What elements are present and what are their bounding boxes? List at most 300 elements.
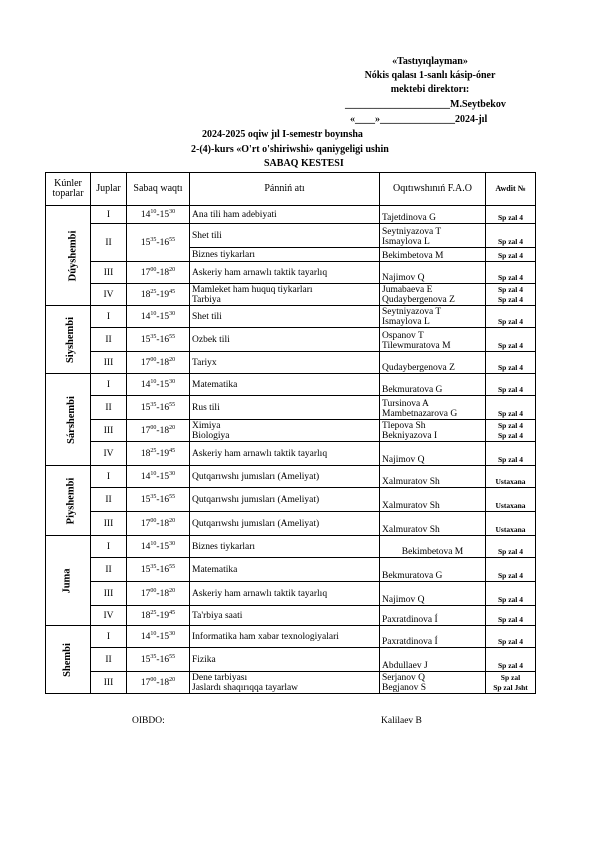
teacher: Bekimbetova M (401, 547, 464, 557)
room-cell (486, 374, 536, 396)
subject: Biologiya (192, 431, 230, 441)
teacher: Tursinova A (382, 399, 429, 409)
lesson-time: $15^{35}-16^{55}$ (127, 224, 190, 262)
approval-date-line: «____»_______________2024-jıl (350, 114, 488, 125)
subject: Dene tarbiyası (192, 673, 248, 683)
subject: Matematika (192, 564, 238, 575)
time-minutes: 30 (169, 540, 176, 547)
day-name-cell (46, 626, 91, 694)
time-hours: 15 (140, 654, 151, 665)
time-hours: 19 (159, 610, 170, 621)
table-row (46, 262, 536, 284)
time-minutes: 10 (150, 540, 157, 547)
time-hours: 14 (140, 379, 151, 390)
col-header-juplar: Juplar (91, 173, 127, 206)
teacher-cell (380, 284, 486, 306)
time-minutes: 55 (169, 236, 176, 243)
teacher-cell (380, 374, 486, 396)
pair-number: II (91, 488, 127, 512)
subject-cell (190, 262, 380, 284)
subject-cell (190, 284, 380, 306)
teacher: Bekmuratova G (382, 385, 443, 395)
subject: Qutqarıwshı jumısları (Ameliyat) (192, 471, 320, 482)
room: Sp zal 4 (497, 421, 523, 430)
subject: Informatika ham xabar texnologiyalari (192, 631, 339, 642)
pair-number: III (91, 582, 127, 606)
lesson-time: $14^{10}-15^{30}$ (127, 306, 190, 328)
subject: Tarbiya (192, 295, 221, 305)
teacher-cell (380, 224, 486, 248)
time-hours: 14 (140, 471, 151, 482)
room: Sp zal 4 (497, 317, 523, 326)
subject: Ta'rbiya saati (192, 610, 243, 621)
time-hours: 15 (140, 564, 151, 575)
teacher-cell (380, 672, 486, 694)
time-minutes: 25 (150, 609, 157, 616)
table-row (46, 606, 536, 626)
room: Sp zal 4 (497, 285, 523, 294)
teacher-cell (380, 512, 486, 536)
time-hours: 18 (159, 425, 170, 436)
time-hours: 15 (159, 209, 170, 220)
schedule-table (45, 172, 536, 694)
title-line-3: SABAQ KESTESI (264, 158, 344, 169)
room-cell (486, 284, 536, 306)
teacher: Jumabaeva E (382, 285, 433, 295)
teacher-cell (380, 558, 486, 582)
time-hours: 16 (159, 564, 170, 575)
pair-number: II (91, 558, 127, 582)
teacher: Serjanov Q (382, 673, 426, 683)
subject-cell (190, 606, 380, 626)
table-row (46, 374, 536, 396)
day-name-cell (46, 466, 91, 536)
table-row (46, 582, 536, 606)
time-minutes: 20 (169, 356, 176, 363)
subject-cell (190, 352, 380, 374)
subject: Jaslardı shaqırıqqa tayarlaw (192, 683, 299, 693)
teacher-cell (380, 648, 486, 672)
approval-line-2: Nókis qalası 1-sanlı kásip-óner (364, 70, 496, 81)
lesson-time: $14^{10}-15^{30}$ (127, 466, 190, 488)
time-minutes: 45 (169, 288, 176, 295)
day-name: Piyshembi (65, 477, 77, 524)
pair-number: I (91, 206, 127, 224)
room: Sp zal 4 (497, 661, 523, 670)
subject: Matematika (192, 379, 238, 390)
time-hours: 15 (140, 494, 151, 505)
table-row (46, 558, 536, 582)
day-name: Shembi (62, 642, 73, 677)
subject: Mamleket ham huquq tiykarları (192, 285, 313, 295)
time-hours: 15 (159, 471, 170, 482)
room: Sp zal 4 (497, 595, 523, 604)
pair-number: II (91, 328, 127, 352)
pair-number: I (91, 306, 127, 328)
lesson-time: $17^{00}-18^{20}$ (127, 352, 190, 374)
time-minutes: 35 (150, 236, 157, 243)
room: Ustaxana (495, 477, 526, 486)
time-minutes: 00 (150, 266, 157, 273)
room: Sp zal 4 (497, 251, 523, 260)
table-row (46, 420, 536, 442)
time-minutes: 55 (169, 563, 176, 570)
time-hours: 18 (140, 448, 151, 459)
teacher: Seytniyazova T (382, 227, 442, 237)
time-hours: 19 (159, 448, 170, 459)
table-row (46, 466, 536, 488)
time-hours: 16 (159, 237, 170, 248)
lesson-time: $18^{25}-19^{45}$ (127, 606, 190, 626)
lesson-time: $15^{35}-16^{55}$ (127, 558, 190, 582)
subject-cell (190, 512, 380, 536)
teacher: Bekimbetova M (382, 251, 444, 261)
pair-number: II (91, 648, 127, 672)
day-name-cell (46, 374, 91, 466)
teacher: Qudaybergenova Z (382, 363, 455, 373)
room: Sp zal (500, 673, 521, 682)
room-cell (486, 672, 536, 694)
time-minutes: 10 (150, 378, 157, 385)
time-hours: 17 (140, 267, 151, 278)
time-minutes: 25 (150, 447, 157, 454)
time-hours: 18 (159, 518, 170, 529)
pair-number: IV (91, 284, 127, 306)
lesson-time: $17^{00}-18^{20}$ (127, 672, 190, 694)
time-hours: 17 (140, 425, 151, 436)
col-header-subject: Pánniń atı (190, 173, 380, 206)
teacher: Xalmuratov Sh (382, 477, 440, 487)
teacher: Tilewmuratova M (382, 341, 451, 351)
room-cell (486, 248, 536, 262)
approval-line-3: mektebi direktorı: (390, 84, 470, 95)
pair-number: III (91, 352, 127, 374)
time-hours: 15 (159, 631, 170, 642)
room: Sp zal 4 (497, 637, 523, 646)
subject-cell (190, 248, 380, 262)
table-row (46, 396, 536, 420)
subject: Ozbek tili (192, 334, 230, 345)
table-row (46, 536, 536, 558)
subject-cell (190, 442, 380, 466)
teacher: Ismaylova L (382, 237, 430, 247)
subject: Tariyx (192, 357, 217, 368)
room: Sp zal 4 (497, 273, 523, 282)
time-minutes: 30 (169, 310, 176, 317)
pair-number: III (91, 420, 127, 442)
table-row (46, 352, 536, 374)
subject: Biznes tiykarları (192, 249, 256, 260)
teacher-cell (380, 606, 486, 626)
time-minutes: 00 (150, 424, 157, 431)
teacher: Najimov Q (382, 455, 425, 465)
room: Sp zal 4 (497, 237, 523, 246)
room-cell (486, 536, 536, 558)
subject-cell (190, 648, 380, 672)
time-minutes: 35 (150, 563, 157, 570)
time-minutes: 00 (150, 587, 157, 594)
col-header-teacher: Oqıtıwshınıń F.A.O (380, 173, 486, 206)
day-name-cell (46, 206, 91, 306)
room: Ustaxana (495, 501, 526, 510)
day-name-cell (46, 536, 91, 626)
room-cell (486, 396, 536, 420)
subject: Qutqarıwshı jumısları (Ameliyat) (192, 494, 320, 505)
room: Sp zal 4 (497, 213, 523, 222)
approval-signature-line: _____________________M.Seytbekov (345, 99, 506, 110)
table-row (46, 206, 536, 224)
time-minutes: 00 (150, 356, 157, 363)
subject-cell (190, 420, 380, 442)
time-hours: 14 (140, 209, 151, 220)
time-minutes: 10 (150, 470, 157, 477)
day-name: Dúyshembi (67, 230, 79, 281)
teacher: Bekmuratova G (382, 571, 443, 581)
room-cell (486, 328, 536, 352)
time-hours: 18 (159, 357, 170, 368)
pair-number: I (91, 466, 127, 488)
time-minutes: 20 (169, 587, 176, 594)
title-line-2: 2-(4)-kurs «O'rt o'shiriwshi» qaniygeligi ushin (191, 144, 389, 155)
time-minutes: 35 (150, 333, 157, 340)
room: Sp zal Jsht (493, 683, 528, 692)
teacher: Xalmuratov Sh (382, 501, 440, 511)
time-minutes: 25 (150, 288, 157, 295)
pair-number: II (91, 396, 127, 420)
time-minutes: 30 (169, 208, 176, 215)
table-row (46, 306, 536, 328)
teacher-cell (380, 442, 486, 466)
time-minutes: 35 (150, 401, 157, 408)
subject-cell (190, 558, 380, 582)
subject: Fizika (192, 654, 216, 665)
teacher: Mambetnazarova G (382, 409, 458, 419)
time-hours: 16 (159, 402, 170, 413)
time-minutes: 35 (150, 653, 157, 660)
lesson-time: $15^{35}-16^{55}$ (127, 488, 190, 512)
subject-cell (190, 488, 380, 512)
time-minutes: 00 (150, 676, 157, 683)
lesson-time: $17^{00}-18^{20}$ (127, 582, 190, 606)
teacher-cell (380, 206, 486, 224)
title-line-1: 2024-2025 oqiw jıl I-semestr boyınsha (202, 129, 363, 140)
subject-cell (190, 536, 380, 558)
lesson-time: $15^{35}-16^{55}$ (127, 328, 190, 352)
teacher-cell (380, 420, 486, 442)
lesson-time: $17^{00}-18^{20}$ (127, 262, 190, 284)
table-row (46, 648, 536, 672)
subject: Qutqarıwshı jumısları (Ameliyat) (192, 518, 320, 529)
teacher: Najimov Q (382, 273, 425, 283)
subject-cell (190, 582, 380, 606)
teacher: Najimov Q (382, 595, 425, 605)
time-hours: 17 (140, 518, 151, 529)
room-cell (486, 306, 536, 328)
teacher-cell (380, 626, 486, 648)
subject-cell (190, 672, 380, 694)
room-cell (486, 466, 536, 488)
time-minutes: 35 (150, 493, 157, 500)
time-hours: 14 (140, 631, 151, 642)
subject: Askeriy ham arnawlı taktik tayarlıq (192, 588, 328, 599)
room: Sp zal 4 (497, 571, 523, 580)
teacher: Tajetdinova G (382, 213, 436, 223)
teacher: Paxratdinova Í (382, 637, 438, 647)
room-cell (486, 420, 536, 442)
subject-cell (190, 328, 380, 352)
teacher: Paxratdinova Í (382, 615, 438, 625)
teacher-cell (380, 488, 486, 512)
room-cell (486, 606, 536, 626)
time-minutes: 10 (150, 630, 157, 637)
room-cell (486, 488, 536, 512)
pair-number: I (91, 626, 127, 648)
footer-left-label: OIBDO: (132, 716, 165, 726)
time-hours: 18 (159, 267, 170, 278)
lesson-time: $18^{25}-19^{45}$ (127, 284, 190, 306)
time-hours: 15 (159, 311, 170, 322)
time-hours: 14 (140, 541, 151, 552)
subject: Ximiya (192, 421, 221, 431)
table-row (46, 626, 536, 648)
time-hours: 18 (140, 610, 151, 621)
time-minutes: 30 (169, 630, 176, 637)
room-cell (486, 626, 536, 648)
teacher: Xalmuratov Sh (382, 525, 440, 535)
time-hours: 15 (140, 334, 151, 345)
room-cell (486, 352, 536, 374)
teacher-cell (380, 352, 486, 374)
time-minutes: 10 (150, 208, 157, 215)
room-cell (486, 558, 536, 582)
time-hours: 19 (159, 289, 170, 300)
time-hours: 16 (159, 334, 170, 345)
table-header-row (46, 173, 536, 206)
teacher: Qudaybergenova Z (382, 295, 455, 305)
pair-number: IV (91, 442, 127, 466)
table-row (46, 442, 536, 466)
lesson-time: $15^{35}-16^{55}$ (127, 648, 190, 672)
room: Ustaxana (495, 525, 526, 534)
pair-number: I (91, 536, 127, 558)
col-header-time: Sabaq waqtı (127, 173, 190, 206)
teacher: Begjanov S (382, 683, 427, 693)
approval-line-1: «Tastıyıqlayman» (392, 56, 468, 67)
lesson-time: $15^{35}-16^{55}$ (127, 396, 190, 420)
teacher-cell (380, 536, 486, 558)
lesson-time: $17^{00}-18^{20}$ (127, 420, 190, 442)
teacher-cell (380, 328, 486, 352)
subject: Shet tili (192, 230, 222, 241)
pair-number: I (91, 374, 127, 396)
subject: Ana tili ham adebiyati (192, 209, 277, 220)
time-hours: 15 (140, 237, 151, 248)
pair-number: III (91, 672, 127, 694)
time-minutes: 45 (169, 609, 176, 616)
lesson-time: $14^{10}-15^{30}$ (127, 374, 190, 396)
subject-cell (190, 626, 380, 648)
table-row (46, 488, 536, 512)
teacher: Seytniyazova T (382, 307, 442, 317)
subject-cell (190, 374, 380, 396)
time-hours: 17 (140, 677, 151, 688)
teacher-cell (380, 248, 486, 262)
subject-cell (190, 466, 380, 488)
room: Sp zal 4 (497, 295, 523, 304)
teacher: Tlepova Sh (382, 421, 426, 431)
time-minutes: 00 (150, 517, 157, 524)
pair-number: III (91, 512, 127, 536)
subject-cell (190, 306, 380, 328)
subject: Biznes tiykarları (192, 541, 256, 552)
table-row (46, 672, 536, 694)
subject: Askeriy ham arnawlı taktik tayarlıq (192, 267, 328, 278)
room-cell (486, 512, 536, 536)
room: Sp zal 4 (497, 409, 523, 418)
teacher: Ismaylova L (382, 317, 430, 327)
teacher-cell (380, 262, 486, 284)
day-name: Siyshembi (65, 316, 77, 363)
teacher: Bekniyazova I (382, 431, 438, 441)
table-row (46, 284, 536, 306)
subject: Shet tili (192, 311, 222, 322)
time-hours: 14 (140, 311, 151, 322)
time-minutes: 55 (169, 493, 176, 500)
time-hours: 17 (140, 588, 151, 599)
time-hours: 18 (159, 677, 170, 688)
time-minutes: 20 (169, 517, 176, 524)
room-cell (486, 582, 536, 606)
room: Sp zal 4 (497, 455, 523, 464)
time-hours: 16 (159, 654, 170, 665)
room: Sp zal 4 (497, 615, 523, 624)
time-hours: 15 (159, 541, 170, 552)
room: Sp zal 4 (497, 431, 523, 440)
teacher-cell (380, 306, 486, 328)
teacher-cell (380, 582, 486, 606)
time-minutes: 55 (169, 401, 176, 408)
time-hours: 15 (140, 402, 151, 413)
room-cell (486, 224, 536, 248)
lesson-time: $14^{10}-15^{30}$ (127, 536, 190, 558)
time-hours: 18 (159, 588, 170, 599)
time-minutes: 20 (169, 266, 176, 273)
table-row (46, 328, 536, 352)
room-cell (486, 206, 536, 224)
lesson-time: $17^{00}-18^{20}$ (127, 512, 190, 536)
time-minutes: 10 (150, 310, 157, 317)
lesson-time: $18^{25}-19^{45}$ (127, 442, 190, 466)
time-hours: 16 (159, 494, 170, 505)
room-cell (486, 442, 536, 466)
time-minutes: 20 (169, 424, 176, 431)
col-header-days: Kúnler toparlar (46, 173, 91, 206)
day-name-cell (46, 306, 91, 374)
pair-number: IV (91, 606, 127, 626)
teacher-cell (380, 466, 486, 488)
time-hours: 18 (140, 289, 151, 300)
time-minutes: 20 (169, 676, 176, 683)
pair-number: III (91, 262, 127, 284)
lesson-time: $14^{10}-15^{30}$ (127, 626, 190, 648)
time-minutes: 45 (169, 447, 176, 454)
col-header-room: Awdit № (486, 173, 536, 206)
subject: Askeriy ham arnawlı taktik tayarlıq (192, 448, 328, 459)
subject: Rus tili (192, 402, 220, 413)
teacher: Ospanov T (382, 331, 424, 341)
table-row (46, 512, 536, 536)
room: Sp zal 4 (497, 547, 523, 556)
